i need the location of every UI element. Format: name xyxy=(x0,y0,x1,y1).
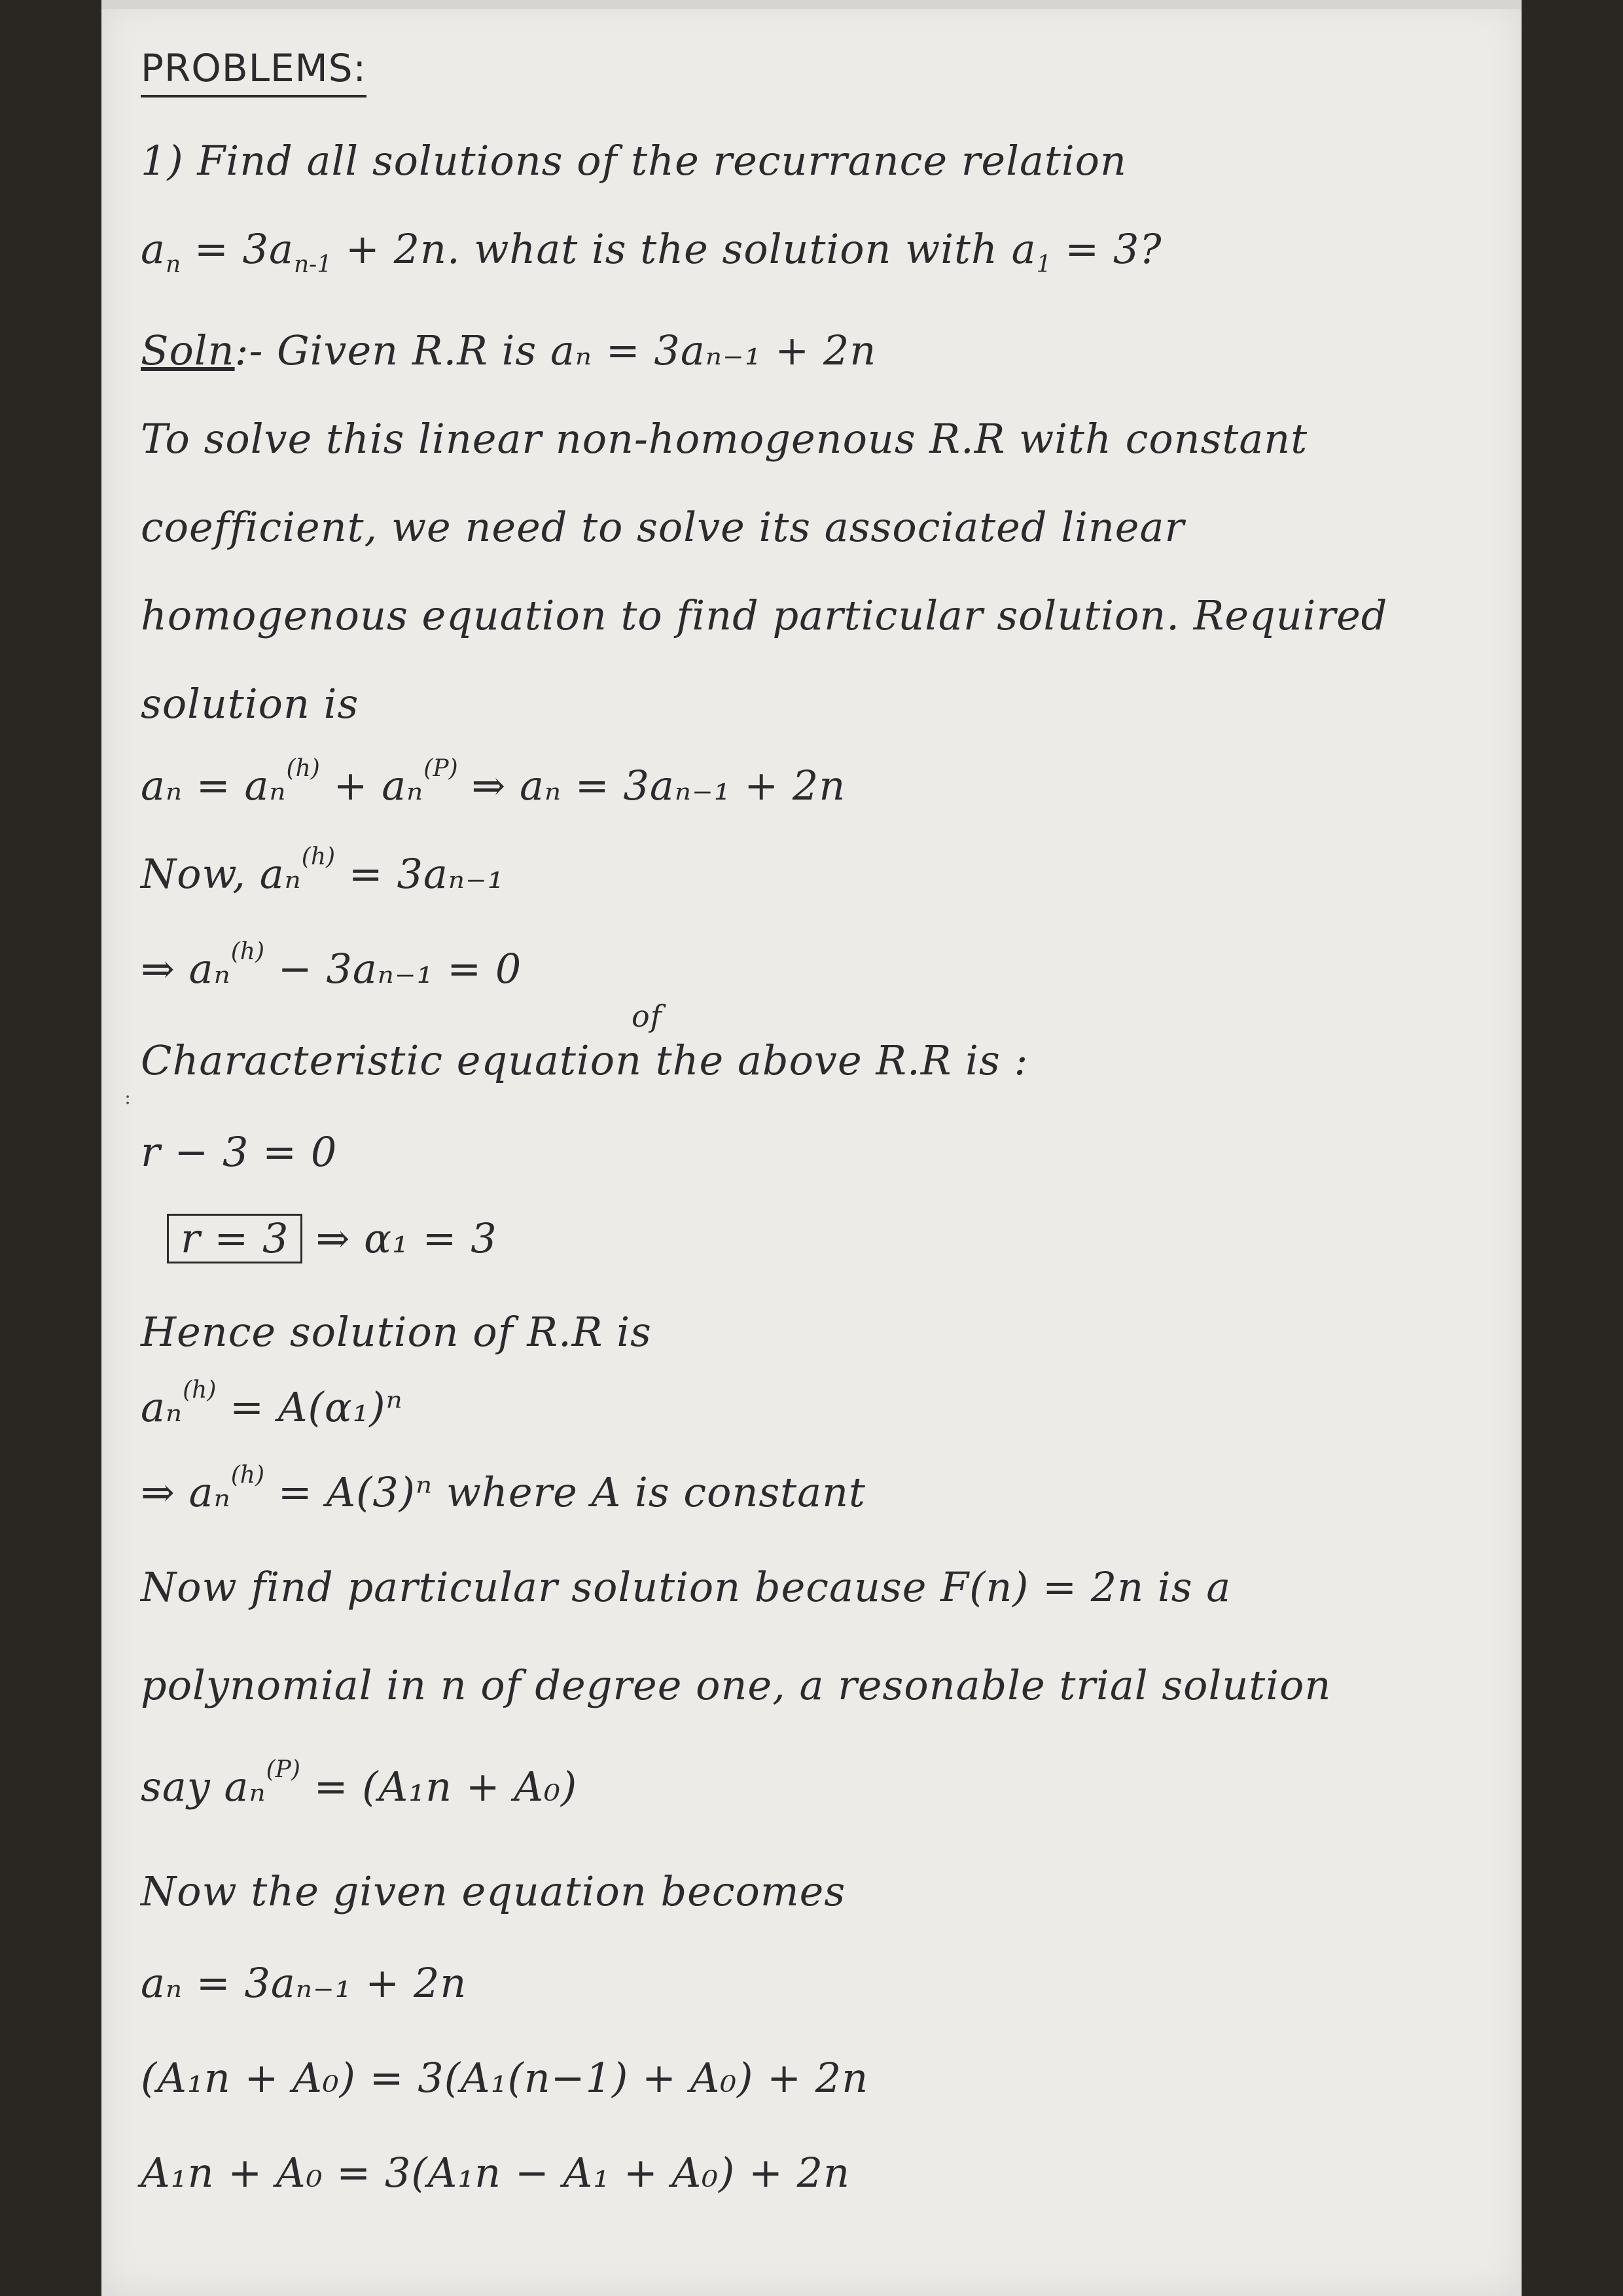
problem-line-1: 1) Find all solutions of the recurrance relation xyxy=(141,137,1127,185)
step-1: aₙ = 3aₙ₋₁ + 2n xyxy=(141,1959,467,2007)
notebook-page xyxy=(101,0,1522,2296)
para-line-1: To solve this linear non-homogenous R.R with constant xyxy=(141,415,1308,463)
becomes-line: Now the given equation becomes xyxy=(141,1867,846,1915)
solution-given: Soln:- Given R.R is aₙ = 3aₙ₋₁ + 2n xyxy=(141,327,877,374)
characteristic-equation: r − 3 = 0 xyxy=(141,1128,338,1176)
para-line-2: coefficient, we need to solve its associated linear xyxy=(141,503,1185,551)
root-line: r = 3 ⇒ α₁ = 3 xyxy=(167,1214,497,1263)
inserted-word: of xyxy=(632,998,662,1034)
equation-homogeneous-zero: ⇒ aₙ$^{(h)}$ − 3aₙ₋₁ = 0 xyxy=(141,938,522,993)
margin-mark: : xyxy=(124,1086,132,1109)
para-line-4: solution is xyxy=(141,680,359,728)
page-top-edge xyxy=(101,0,1522,9)
para-line-3: homogenous equation to find particular solution. Required xyxy=(141,592,1388,639)
root-box: r = 3 xyxy=(167,1214,302,1263)
equation-general: aₙ = aₙ$^{(h)}$ + aₙ$^{(P)}$ ⇒ aₙ = 3aₙ₋₁ + 2n xyxy=(141,755,846,809)
particular-line-2: polynomial in n of degree one, a resonable trial solution xyxy=(141,1661,1332,1709)
equation-homogeneous: Now, aₙ$^{(h)}$ = 3aₙ₋₁ xyxy=(141,843,505,898)
homogeneous-solution-3: ⇒ aₙ$^{(h)}$ = A(3)ⁿ where A is constant xyxy=(141,1462,866,1516)
homogeneous-solution: aₙ$^{(h)}$ = A(α₁)ⁿ xyxy=(141,1377,403,1431)
hence-line: Hence solution of R.R is xyxy=(141,1308,652,1356)
characteristic-line: Characteristic equation the above R.R is : xyxy=(141,1036,1029,1084)
heading: PROBLEMS: xyxy=(141,49,366,97)
step-3: A₁n + A₀ = 3(A₁n − A₁ + A₀) + 2n xyxy=(141,2149,851,2197)
problem-line-2: $a_n = 3a_{n-1} + 2n$. what is the solution with $a_1 = 3$? xyxy=(141,225,1162,278)
trial-solution: say aₙ$^{(P)}$ = (A₁n + A₀) xyxy=(141,1756,578,1810)
solution-label: Soln xyxy=(141,327,235,374)
step-2: (A₁n + A₀) = 3(A₁(n−1) + A₀) + 2n xyxy=(141,2054,869,2102)
particular-line-1: Now find particular solution because F(n) = 2n is a xyxy=(141,1563,1232,1611)
